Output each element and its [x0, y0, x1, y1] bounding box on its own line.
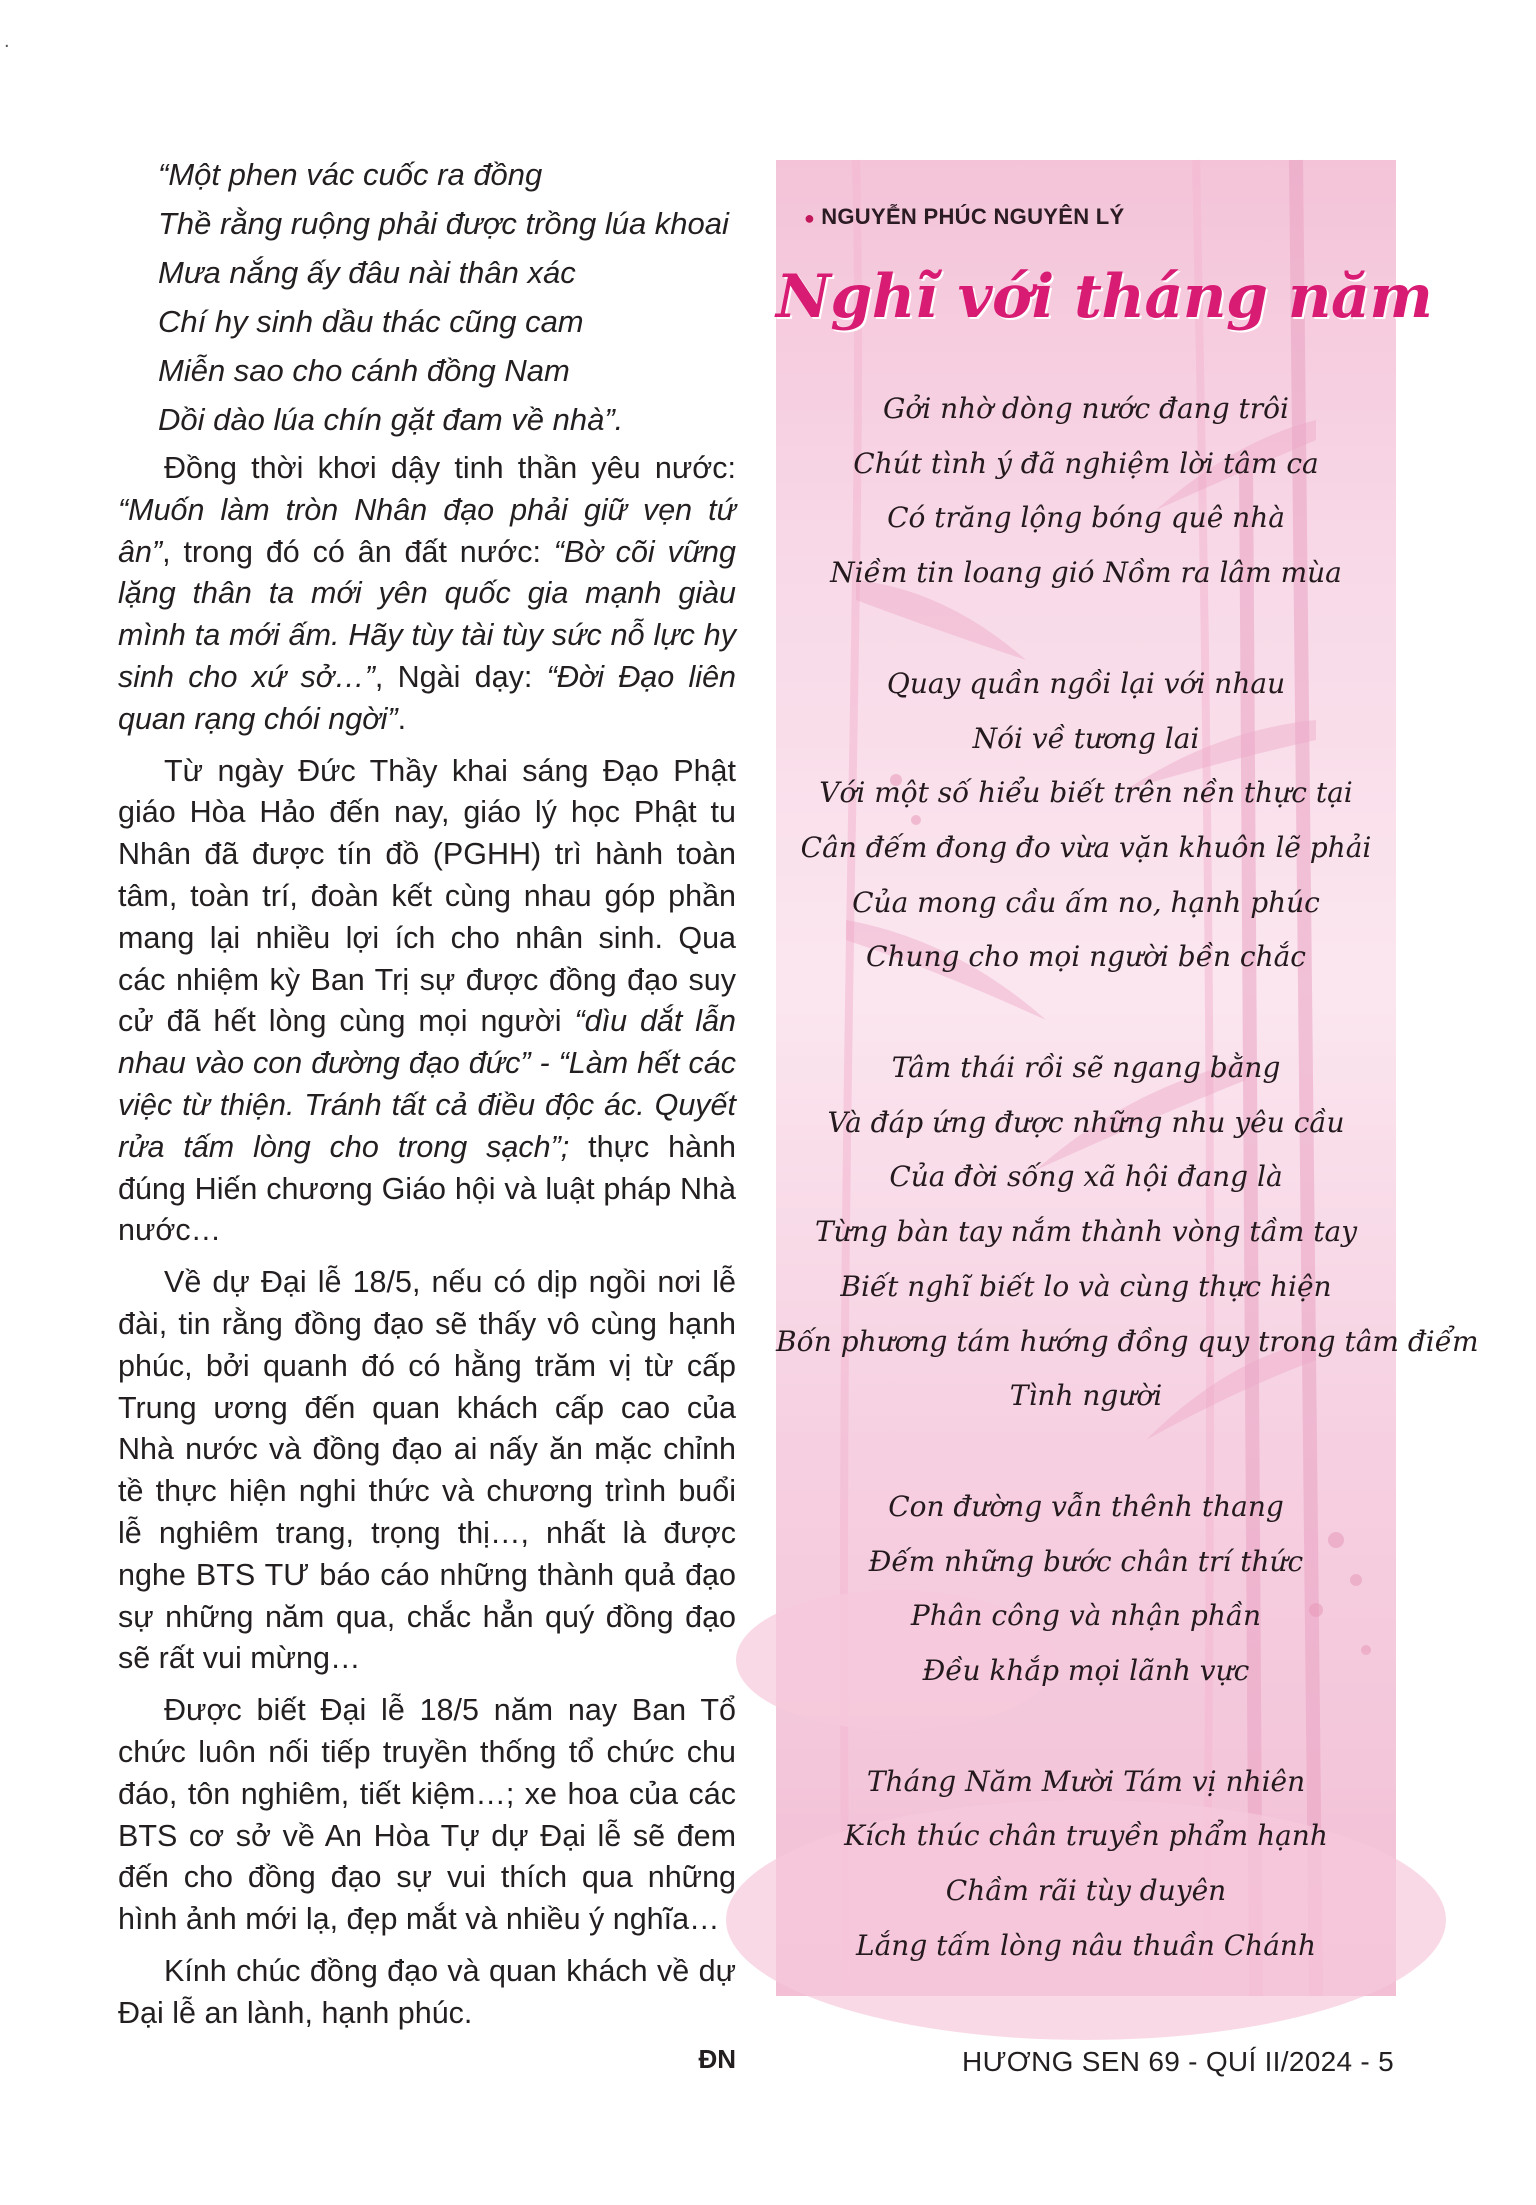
poem-line: Từng bàn tay nắm thành vòng tầm tay	[814, 1215, 1358, 1249]
paragraph-wishes: Kính chúc đồng đạo và quan khách về dự Đại lễ an lành, hạnh phúc.	[118, 1953, 736, 2030]
verse-line: “Một phen vác cuốc ra đồng	[158, 157, 543, 192]
paragraph-ceremony: Về dự Đại lễ 18/5, nếu có dịp ngồi nơi lễ đài, tin rằng đồng đạo sẽ thấy vô cùng hạnh phúc, bởi quanh đó có hằng trăm vị từ cấp Trung ương đến quan khách cấp cao của Nhà nước và đồng đạo ai nấy ăn mặc chỉnh tề thực hiện nghi thức và chương trình buổi lễ nghiêm trang, trọng thị…, nhất là được nghe BTS TƯ báo cáo những thành quả đạo sự những năm qua, chắc hẳn quý đồng đạo sẽ rất vui mừng…	[118, 1265, 736, 1676]
poem-line: Chung cho mọi người bền chắc	[866, 940, 1306, 974]
p1-text: , trong đó có ân đất nước:	[162, 534, 554, 569]
poem-line: Chút tình ý đã nghiệm lời tâm ca	[853, 446, 1319, 480]
verse-line: Miễn sao cho cánh đồng Nam	[158, 353, 570, 388]
poem-line: Gởi nhờ dòng nước đang trôi	[883, 392, 1289, 425]
poem-line: Của mong cầu ấm no, hạnh phúc	[852, 885, 1320, 919]
poem-line: Và đáp ứng được những nhu yêu cầu	[827, 1105, 1345, 1139]
stanza	[776, 1041, 1479, 1424]
corner-dot-mark: .	[4, 30, 10, 52]
author-name: NGUYỄN PHÚC NGUYÊN LÝ	[821, 204, 1125, 229]
p1-quote: “Bờ cõi vững lặng thân ta mới yên quốc gia mạnh giàu mình ta mới ấm. Hãy tùy tài tùy sức nỗ lực hy sinh cho xứ sở…”	[118, 534, 736, 694]
poem-line: Cân đếm đong đo vừa vặn khuôn lẽ phải	[800, 830, 1372, 864]
paragraph-organization: Được biết Đại lễ 18/5 năm nay Ban Tổ chức luôn nối tiếp truyền thống tổ chức chu đáo, tôn nghiêm, tiết kiệm…; xe hoa của các BTS cơ sở về An Hòa Tự dự Đại lễ sẽ đem đến cho đồng đạo sự vui thích qua những hình ảnh mới lạ, đẹp mắt và nhiều ý nghĩa…	[118, 1693, 736, 1937]
poem-line: Tâm thái rồi sẽ ngang bằng	[891, 1051, 1281, 1085]
poem-line: Bốn phương tám hướng đồng quy trong tâm điểm	[776, 1324, 1479, 1358]
bullet-icon: ●	[804, 208, 816, 228]
poem-line: Tháng Năm Mười Tám vị nhiên	[866, 1764, 1306, 1798]
p1-text: Đồng thời khơi dậy tinh thần yêu nước:	[164, 451, 736, 485]
p1-text: .	[397, 701, 407, 736]
poem-line: Lắng tấm lòng nâu thuần Chánh	[856, 1928, 1316, 1962]
verse-line: Thề rằng ruộng phải được trồng lúa khoai	[158, 206, 729, 241]
poem-line: Nói về tương lai	[972, 721, 1200, 755]
stanza	[776, 382, 1396, 601]
poem-line: Biết nghĩ biết lo và cùng thực hiện	[840, 1269, 1332, 1303]
poem-line: Phân công và nhận phần	[910, 1599, 1262, 1633]
poem-line: Kích thúc chân truyền phẩm hạnh	[844, 1819, 1328, 1853]
paragraph-history	[118, 751, 736, 1253]
poem-stanzas	[776, 382, 1479, 2030]
poem-line: Với một số hiểu biết trên nền thực tại	[819, 776, 1353, 810]
poem-line: Có trăng lộng bóng quê nhà	[887, 501, 1285, 535]
p1-quote: “Muốn làm tròn Nhân đạo phải giữ vẹn tứ ân”	[118, 492, 736, 569]
poem-line: Niềm tin loang gió Nồm ra lâm mùa	[830, 556, 1342, 590]
p2-text: thực hành đúng Hiến chương Giáo hội và luật pháp Nhà nước…	[118, 1129, 736, 1248]
verse-line: Dồi dào lúa chín gặt đam về nhà”.	[158, 402, 624, 437]
poem-line: Đếm những bước chân trí thức	[868, 1544, 1304, 1578]
poem-line: Đều khắp mọi lãnh vực	[922, 1654, 1250, 1688]
paragraph-patriotism	[118, 448, 736, 741]
stanza	[776, 657, 1396, 985]
stanza	[776, 1480, 1396, 1699]
poem-author	[804, 204, 1125, 230]
poem-line: Quay quần ngồi lại với nhau	[886, 666, 1286, 700]
p2-quote: “dìu dắt lẫn nhau vào con đường đạo đức” - “Làm hết các việc từ thiện. Tránh tất cả điều độc ác. Quyết rửa tấm lòng cho trong sạch”;	[118, 1004, 736, 1164]
article-column	[118, 150, 736, 2075]
verse-line: Mưa nắng ấy đâu nài thân xác	[158, 255, 576, 290]
poem-panel	[776, 160, 1479, 1996]
poem-line: Tình người	[1009, 1379, 1163, 1413]
poem-title: Nghĩ với tháng năm	[776, 262, 1433, 332]
quoted-verse	[158, 150, 736, 444]
stanza	[776, 1755, 1396, 1974]
p2-text: Từ ngày Đức Thầy khai sáng Đạo Phật giáo Hòa Hảo đến nay, giáo lý học Phật tu Nhân đã được tín đồ (PGHH) trì hành toàn tâm, toàn trí, đoàn kết cùng nhau góp phần mang lại nhiều lợi ích cho nhân sinh. Qua các nhiệm kỳ Ban Trị sự được đồng đạo suy cử đã hết lòng cùng mọi người	[118, 753, 736, 1039]
verse-line: Chí hy sinh dầu thác cũng cam	[158, 304, 584, 339]
poem-line: Chầm rãi tùy duyên	[945, 1874, 1227, 1908]
p1-quote: “Đời Đạo liên quan rạng chói ngời”	[118, 659, 736, 736]
p1-text: , Ngài dạy:	[374, 659, 547, 694]
poem-line: Của đời sống xã hội đang là	[889, 1160, 1283, 1194]
poem-line: Con đường vẫn thênh thang	[888, 1489, 1284, 1523]
author-signature: ĐN	[698, 2044, 736, 2075]
page-footer: HƯƠNG SEN 69 - QUÍ II/2024 - 5	[962, 2046, 1394, 2077]
